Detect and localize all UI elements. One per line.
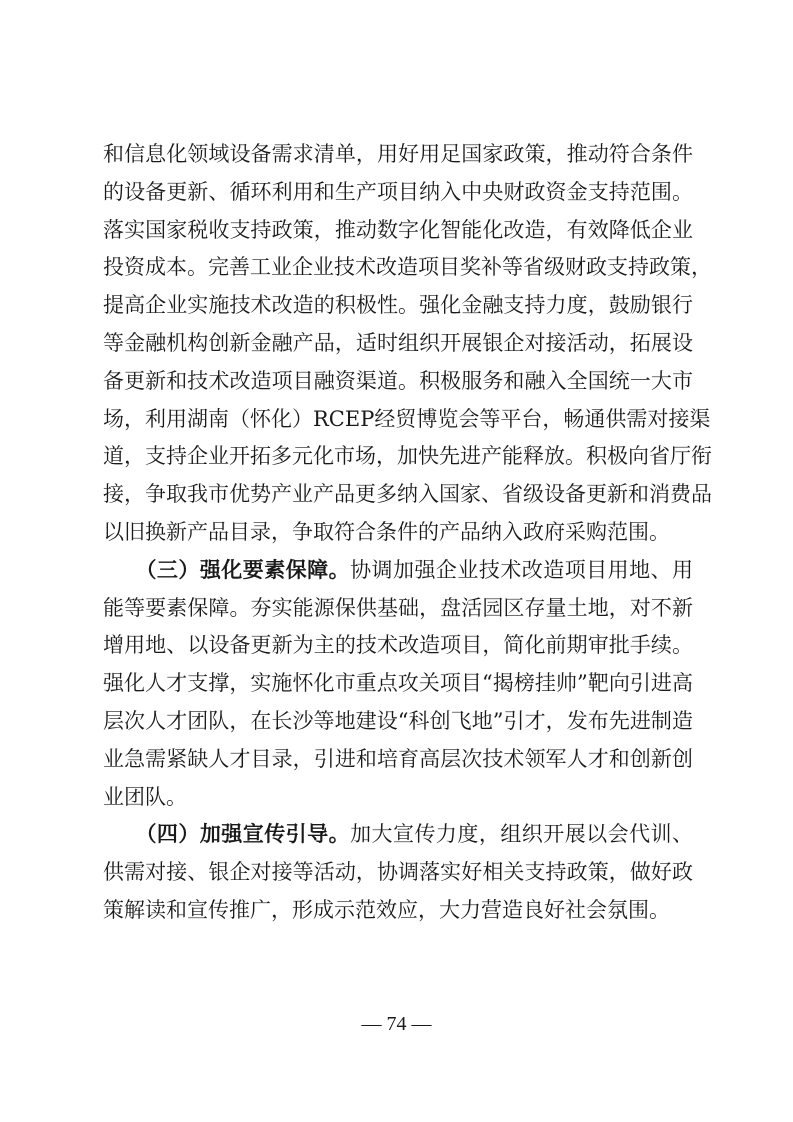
text-line: 以旧换新产品目录，争取符合条件的产品纳入政府采购范围。 bbox=[103, 519, 670, 544]
text-line: 落实国家税收支持政策，推动数字化智能化改造，有效降低企业 bbox=[103, 217, 693, 242]
paragraph-1 bbox=[103, 136, 712, 552]
section-heading-3: （三）强化要素保障。 bbox=[145, 557, 351, 582]
text-line: 的设备更新、循环利用和生产项目纳入中央财政资金支持范围。 bbox=[103, 179, 693, 204]
text-line-with-heading bbox=[103, 552, 693, 590]
body-text bbox=[103, 136, 712, 930]
text-line-with-heading bbox=[103, 816, 693, 854]
page-number: — 74 — bbox=[361, 1013, 432, 1035]
paragraph-3 bbox=[103, 816, 693, 929]
text-line: 和信息化领域设备需求清单，用好用足国家政策，推动符合条件 bbox=[103, 142, 693, 166]
text-line: 层次人才团队，在长沙等地建设“科创飞地”引才，发布先进制造 bbox=[103, 708, 693, 733]
text-line: 业急需紧缺人才目录，引进和培育高层次技术领军人才和创新创 bbox=[103, 746, 693, 771]
text-run: 加大宣传力度，组织开展以会代训、 bbox=[350, 822, 694, 847]
text-line: 业团队。 bbox=[103, 784, 187, 809]
text-line: 供需对接、银企对接等活动，协调落实好相关支持政策，做好政 bbox=[103, 860, 693, 885]
text-run: 协调加强企业技术改造项目用地、用 bbox=[350, 557, 694, 582]
text-line: 增用地、以设备更新为主的技术改造项目，简化前期审批手续。 bbox=[103, 633, 693, 658]
text-line: 提高企业实施技术改造的积极性。强化金融支持力度，鼓励银行 bbox=[103, 293, 693, 318]
text-line: 投资成本。完善工业企业技术改造项目奖补等省级财政支持政策， bbox=[103, 255, 712, 280]
text-line: 道，支持企业开拓多元化市场，加快先进产能释放。积极向省厅衔 bbox=[103, 444, 712, 469]
text-line: 接，争取我市优势产业产品更多纳入国家、省级设备更新和消费品 bbox=[103, 482, 712, 507]
text-line: 场，利用湖南（怀化）RCEP经贸博览会等平台，畅通供需对接渠 bbox=[103, 406, 711, 431]
paragraph-2 bbox=[103, 552, 693, 817]
text-line: 强化人才支撑，实施怀化市重点攻关项目“揭榜挂帅”靶向引进高 bbox=[103, 671, 693, 696]
section-heading-4: （四）加强宣传引导。 bbox=[145, 822, 351, 847]
text-line: 备更新和技术改造项目融资渠道。积极服务和融入全国统一大市 bbox=[103, 368, 693, 393]
text-line: 等金融机构创新金融产品，适时组织开展银企对接活动，拓展设 bbox=[103, 330, 693, 355]
text-line: 策解读和宣传推广，形成示范效应，大力营造良好社会氛围。 bbox=[103, 897, 670, 922]
text-line: 能等要素保障。夯实能源保供基础，盘活园区存量土地，对不新 bbox=[103, 595, 693, 620]
